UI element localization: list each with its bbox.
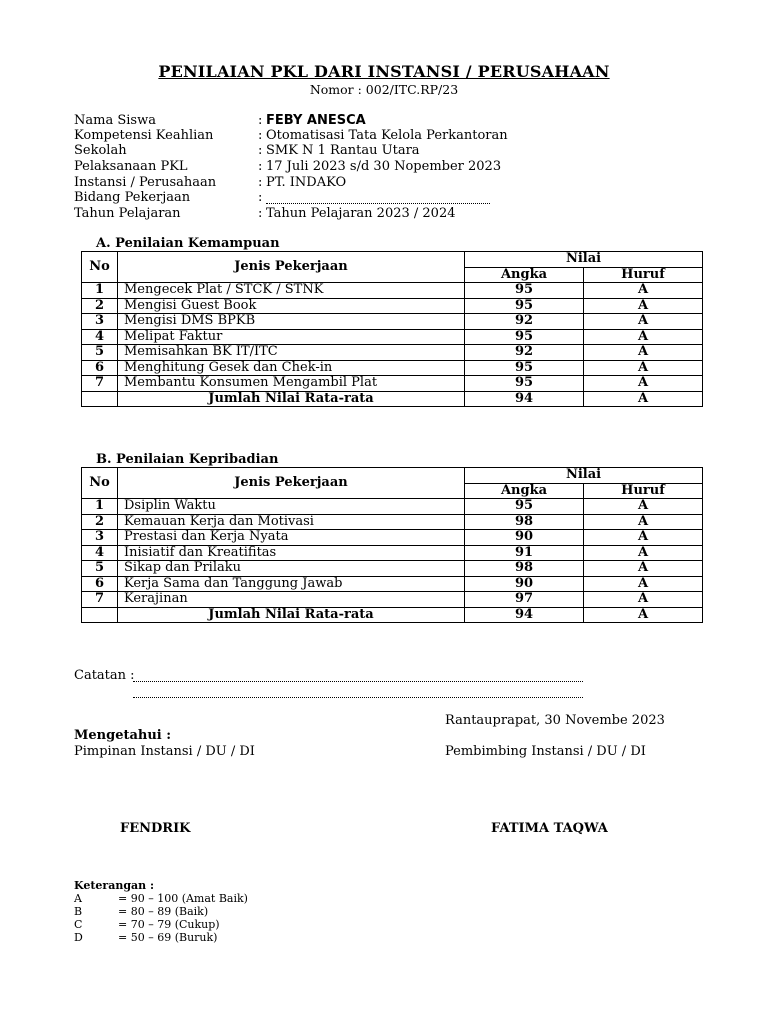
total-row	[82, 391, 703, 407]
table-row	[82, 545, 703, 561]
row-angka: 95	[465, 283, 584, 299]
info-label-sekolah: Sekolah	[74, 143, 127, 158]
ability-table	[81, 251, 703, 407]
header-job: Jenis Pekerjaan	[118, 468, 465, 499]
table-row	[82, 283, 703, 299]
legend-range: = 50 – 69 (Buruk)	[118, 931, 218, 944]
row-huruf: A	[584, 499, 703, 515]
table-row	[82, 298, 703, 314]
section-a-title: A. Penilaian Kemampuan	[96, 236, 280, 251]
personality-table	[81, 467, 703, 623]
catatan-line-2	[133, 697, 583, 698]
table-row	[82, 592, 703, 608]
table-row	[82, 314, 703, 330]
row-huruf: A	[584, 545, 703, 561]
catatan-line-1	[133, 681, 583, 682]
row-angka: 92	[465, 345, 584, 361]
total-row	[82, 607, 703, 623]
row-angka: 98	[465, 561, 584, 577]
row-no: 6	[82, 360, 118, 376]
info-colon: :	[258, 190, 263, 205]
info-value-tahun: Tahun Pelajaran 2023 / 2024	[266, 206, 456, 221]
info-colon: :	[258, 159, 263, 174]
left-signatory-role: Pimpinan Instansi / DU / DI	[74, 744, 255, 759]
info-value-kompetensi: Otomatisasi Tata Kelola Perkantoran	[266, 128, 508, 143]
row-no: 2	[82, 514, 118, 530]
info-value-nama: FEBY ANESCA	[266, 113, 366, 128]
row-job: Sikap dan Prilaku	[118, 561, 465, 577]
row-no: 7	[82, 376, 118, 392]
legend-grade: A	[74, 892, 82, 905]
total-huruf: A	[584, 391, 703, 407]
row-no: 4	[82, 545, 118, 561]
row-job: Inisiatif dan Kreatifitas	[118, 545, 465, 561]
row-angka: 95	[465, 360, 584, 376]
header-no: No	[82, 252, 118, 283]
table-row	[82, 499, 703, 515]
row-job: Prestasi dan Kerja Nyata	[118, 530, 465, 546]
page-title: PENILAIAN PKL DARI INSTANSI / PERUSAHAAN	[158, 62, 610, 81]
total-no-cell	[82, 391, 118, 407]
row-huruf: A	[584, 514, 703, 530]
info-value-pelaksanaan: 17 Juli 2023 s/d 30 Nopember 2023	[266, 159, 502, 174]
header-angka: Angka	[465, 267, 584, 283]
row-job: Menghitung Gesek dan Chek-in	[118, 360, 465, 376]
total-label: Jumlah Nilai Rata-rata	[118, 607, 465, 623]
row-angka: 95	[465, 329, 584, 345]
row-huruf: A	[584, 576, 703, 592]
info-label-bidang: Bidang Pekerjaan	[74, 190, 191, 205]
legend-grade: C	[74, 918, 83, 931]
row-job: Kerajinan	[118, 592, 465, 608]
total-angka: 94	[465, 391, 584, 407]
row-no: 2	[82, 298, 118, 314]
row-angka: 90	[465, 576, 584, 592]
total-no-cell	[82, 607, 118, 623]
row-job: Memisahkan BK IT/ITC	[118, 345, 465, 361]
row-huruf: A	[584, 561, 703, 577]
document-number: Nomor : 002/ITC.RP/23	[309, 82, 459, 97]
row-huruf: A	[584, 530, 703, 546]
total-label: Jumlah Nilai Rata-rata	[118, 391, 465, 407]
legend-range: = 70 – 79 (Cukup)	[118, 918, 220, 931]
info-label-nama: Nama Siswa	[74, 113, 156, 128]
row-angka: 97	[465, 592, 584, 608]
total-huruf: A	[584, 607, 703, 623]
row-huruf: A	[584, 345, 703, 361]
row-job: Kerja Sama dan Tanggung Jawab	[118, 576, 465, 592]
info-value-sekolah: SMK N 1 Rantau Utara	[266, 143, 420, 158]
right-signatory-role: Pembimbing Instansi / DU / DI	[445, 744, 646, 759]
row-huruf: A	[584, 298, 703, 314]
row-no: 3	[82, 530, 118, 546]
legend-grade: B	[74, 905, 83, 918]
header-nilai: Nilai	[465, 252, 703, 268]
info-colon: :	[258, 143, 263, 158]
table-row	[82, 345, 703, 361]
row-no: 5	[82, 345, 118, 361]
row-job: Dsiplin Waktu	[118, 499, 465, 515]
row-huruf: A	[584, 314, 703, 330]
row-job: Mengecek Plat / STCK / STNK	[118, 283, 465, 299]
row-angka: 95	[465, 376, 584, 392]
row-angka: 90	[465, 530, 584, 546]
row-angka: 98	[465, 514, 584, 530]
legend-title: Keterangan :	[74, 879, 155, 892]
legend-grade: D	[74, 931, 83, 944]
header-no: No	[82, 468, 118, 499]
left-signatory-name: FENDRIK	[120, 821, 191, 836]
table-row	[82, 329, 703, 345]
section-b-title: B. Penilaian Kepribadian	[96, 452, 279, 467]
table-row	[82, 360, 703, 376]
row-no: 1	[82, 499, 118, 515]
table-row	[82, 514, 703, 530]
table-row	[82, 576, 703, 592]
row-job: Mengisi Guest Book	[118, 298, 465, 314]
place-date: Rantauprapat, 30 Novembe 2023	[445, 713, 665, 728]
row-job: Melipat Faktur	[118, 329, 465, 345]
header-huruf: Huruf	[584, 267, 703, 283]
info-label-kompetensi: Kompetensi Keahlian	[74, 128, 214, 143]
bidang-blank-line	[266, 203, 490, 204]
table-row	[82, 530, 703, 546]
info-colon: :	[258, 113, 263, 128]
row-no: 7	[82, 592, 118, 608]
row-huruf: A	[584, 360, 703, 376]
row-angka: 91	[465, 545, 584, 561]
row-no: 4	[82, 329, 118, 345]
row-huruf: A	[584, 376, 703, 392]
table-row	[82, 561, 703, 577]
header-huruf: Huruf	[584, 483, 703, 499]
header-nilai: Nilai	[465, 468, 703, 484]
catatan-label: Catatan :	[74, 668, 135, 683]
info-label-instansi: Instansi / Perusahaan	[74, 175, 217, 190]
info-value-instansi: PT. INDAKO	[266, 175, 347, 190]
total-angka: 94	[465, 607, 584, 623]
table-row	[82, 376, 703, 392]
mengetahui-label: Mengetahui :	[74, 728, 172, 743]
row-angka: 95	[465, 298, 584, 314]
info-label-pelaksanaan: Pelaksanaan PKL	[74, 159, 188, 174]
info-colon: :	[258, 128, 263, 143]
row-job: Membantu Konsumen Mengambil Plat	[118, 376, 465, 392]
row-no: 3	[82, 314, 118, 330]
info-label-tahun: Tahun Pelajaran	[74, 206, 181, 221]
row-no: 5	[82, 561, 118, 577]
row-huruf: A	[584, 592, 703, 608]
row-angka: 92	[465, 314, 584, 330]
legend-range: = 80 – 89 (Baik)	[118, 905, 209, 918]
header-job: Jenis Pekerjaan	[118, 252, 465, 283]
header-angka: Angka	[465, 483, 584, 499]
row-job: Kemauan Kerja dan Motivasi	[118, 514, 465, 530]
info-colon: :	[258, 206, 263, 221]
row-angka: 95	[465, 499, 584, 515]
right-signatory-name: FATIMA TAQWA	[491, 821, 608, 836]
row-huruf: A	[584, 329, 703, 345]
row-no: 6	[82, 576, 118, 592]
info-colon: :	[258, 175, 263, 190]
legend-range: = 90 – 100 (Amat Baik)	[118, 892, 248, 905]
row-job: Mengisi DMS BPKB	[118, 314, 465, 330]
row-no: 1	[82, 283, 118, 299]
row-huruf: A	[584, 283, 703, 299]
